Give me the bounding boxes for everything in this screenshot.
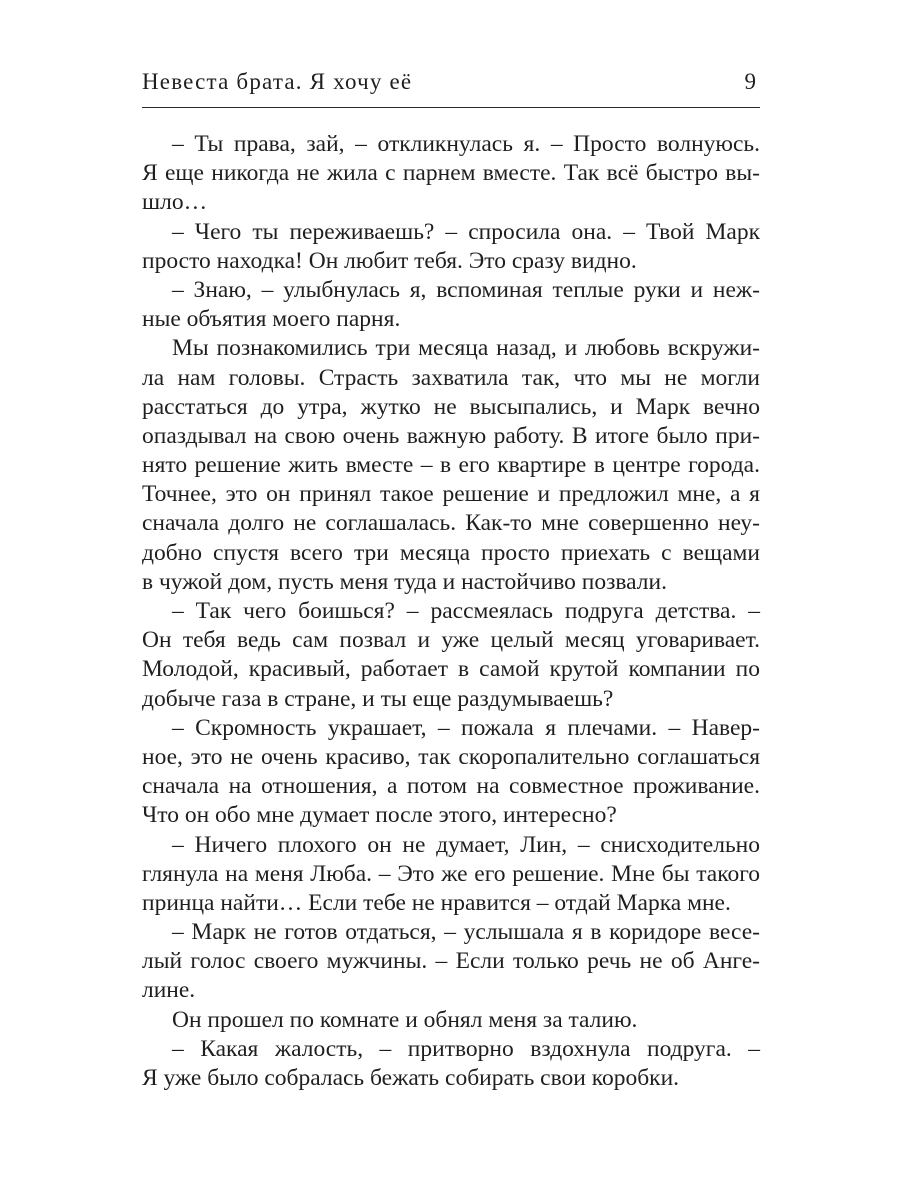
text-line: сначала долго не соглашалась. Как-то мне совершенно неу- [142, 510, 760, 537]
text-line: Он тебя ведь сам позвал и уже целый месяц уговаривает. [142, 627, 760, 654]
header-divider [142, 107, 760, 108]
text-line: лый голос своего мужчины. – Если только речь не об Анге- [142, 948, 760, 975]
text-line: – Ты права, зай, – откликнулась я. – Просто волнуюсь. [172, 131, 760, 157]
running-title: Невеста брата. Я хочу её [142, 69, 413, 94]
text-line: нято решение жить вместе – в его квартире в центре города. [142, 452, 760, 479]
text-line: расстаться до утра, жутко не высыпались, и Марк вечно [142, 393, 760, 420]
text-line: Он прошел по комнате и обнял меня за талию. [172, 1006, 638, 1033]
page-number: 9 [744, 69, 756, 94]
text-line: ные объятия моего парня. [142, 306, 401, 333]
text-line: сначала на отношения, а потом на совместное проживание. [142, 773, 760, 800]
text-line: – Так чего боишься? – рассмеялась подруга детства. – [172, 598, 760, 624]
text-line: Точнее, это он принял такое решение и предложил мне, а я [142, 481, 760, 508]
text-line: Мы познакомились три месяца назад, и любовь вскружи- [172, 335, 760, 362]
text-line: – Какая жалость, – притворно вздохнула подруга. – [172, 1035, 760, 1062]
text-line: Молодой, красивый, работает в самой крутой компании по [142, 656, 760, 683]
text-line: – Скромность украшает, – пожала я плечами. – Навер- [172, 714, 760, 741]
text-line: опаздывал на свою очень важную работу. В итоге было при- [142, 422, 760, 449]
text-line: добно спустя всего три месяца просто приехать с вещами [142, 539, 760, 566]
text-line: ла нам головы. Страсть захватила так, что мы не могли [142, 364, 760, 391]
text-line: принца найти… Если тебе не нравится – отдай Марка мне. [142, 889, 731, 916]
text-line: шло… [142, 189, 208, 216]
text-line: в чужой дом, пусть меня туда и настойчиво позвали. [142, 568, 667, 595]
text-line: Я еще никогда не жила с парнем вместе. Так всё быстро вы- [142, 160, 760, 187]
body-text [142, 130, 760, 1093]
text-line: лине. [142, 977, 196, 1004]
text-line: ное, это не очень красиво, так скоропалительно соглашаться [142, 743, 760, 770]
text-line: Я уже было собралась бежать собирать свои коробки. [142, 1065, 680, 1091]
text-line: Что он обо мне думает после этого, интересно? [142, 802, 617, 829]
text-line: глянула на меня Люба. – Это же его решение. Мне бы такого [142, 860, 760, 887]
page-header [142, 66, 760, 106]
text-line: просто находка! Он любит тебя. Это сразу видно. [142, 247, 637, 274]
text-line: – Знаю, – улыбнулась я, вспоминая теплые руки и неж- [172, 276, 760, 303]
text-line: – Ничего плохого он не думает, Лин, – снисходительно [172, 831, 760, 858]
text-line: добыче газа в стране, и ты еще раздумываешь? [142, 685, 614, 712]
text-line: – Марк не готов отдаться, – услышала я в коридоре весе- [172, 919, 760, 946]
text-line: – Чего ты переживаешь? – спросила она. – Твой Марк [172, 218, 760, 245]
